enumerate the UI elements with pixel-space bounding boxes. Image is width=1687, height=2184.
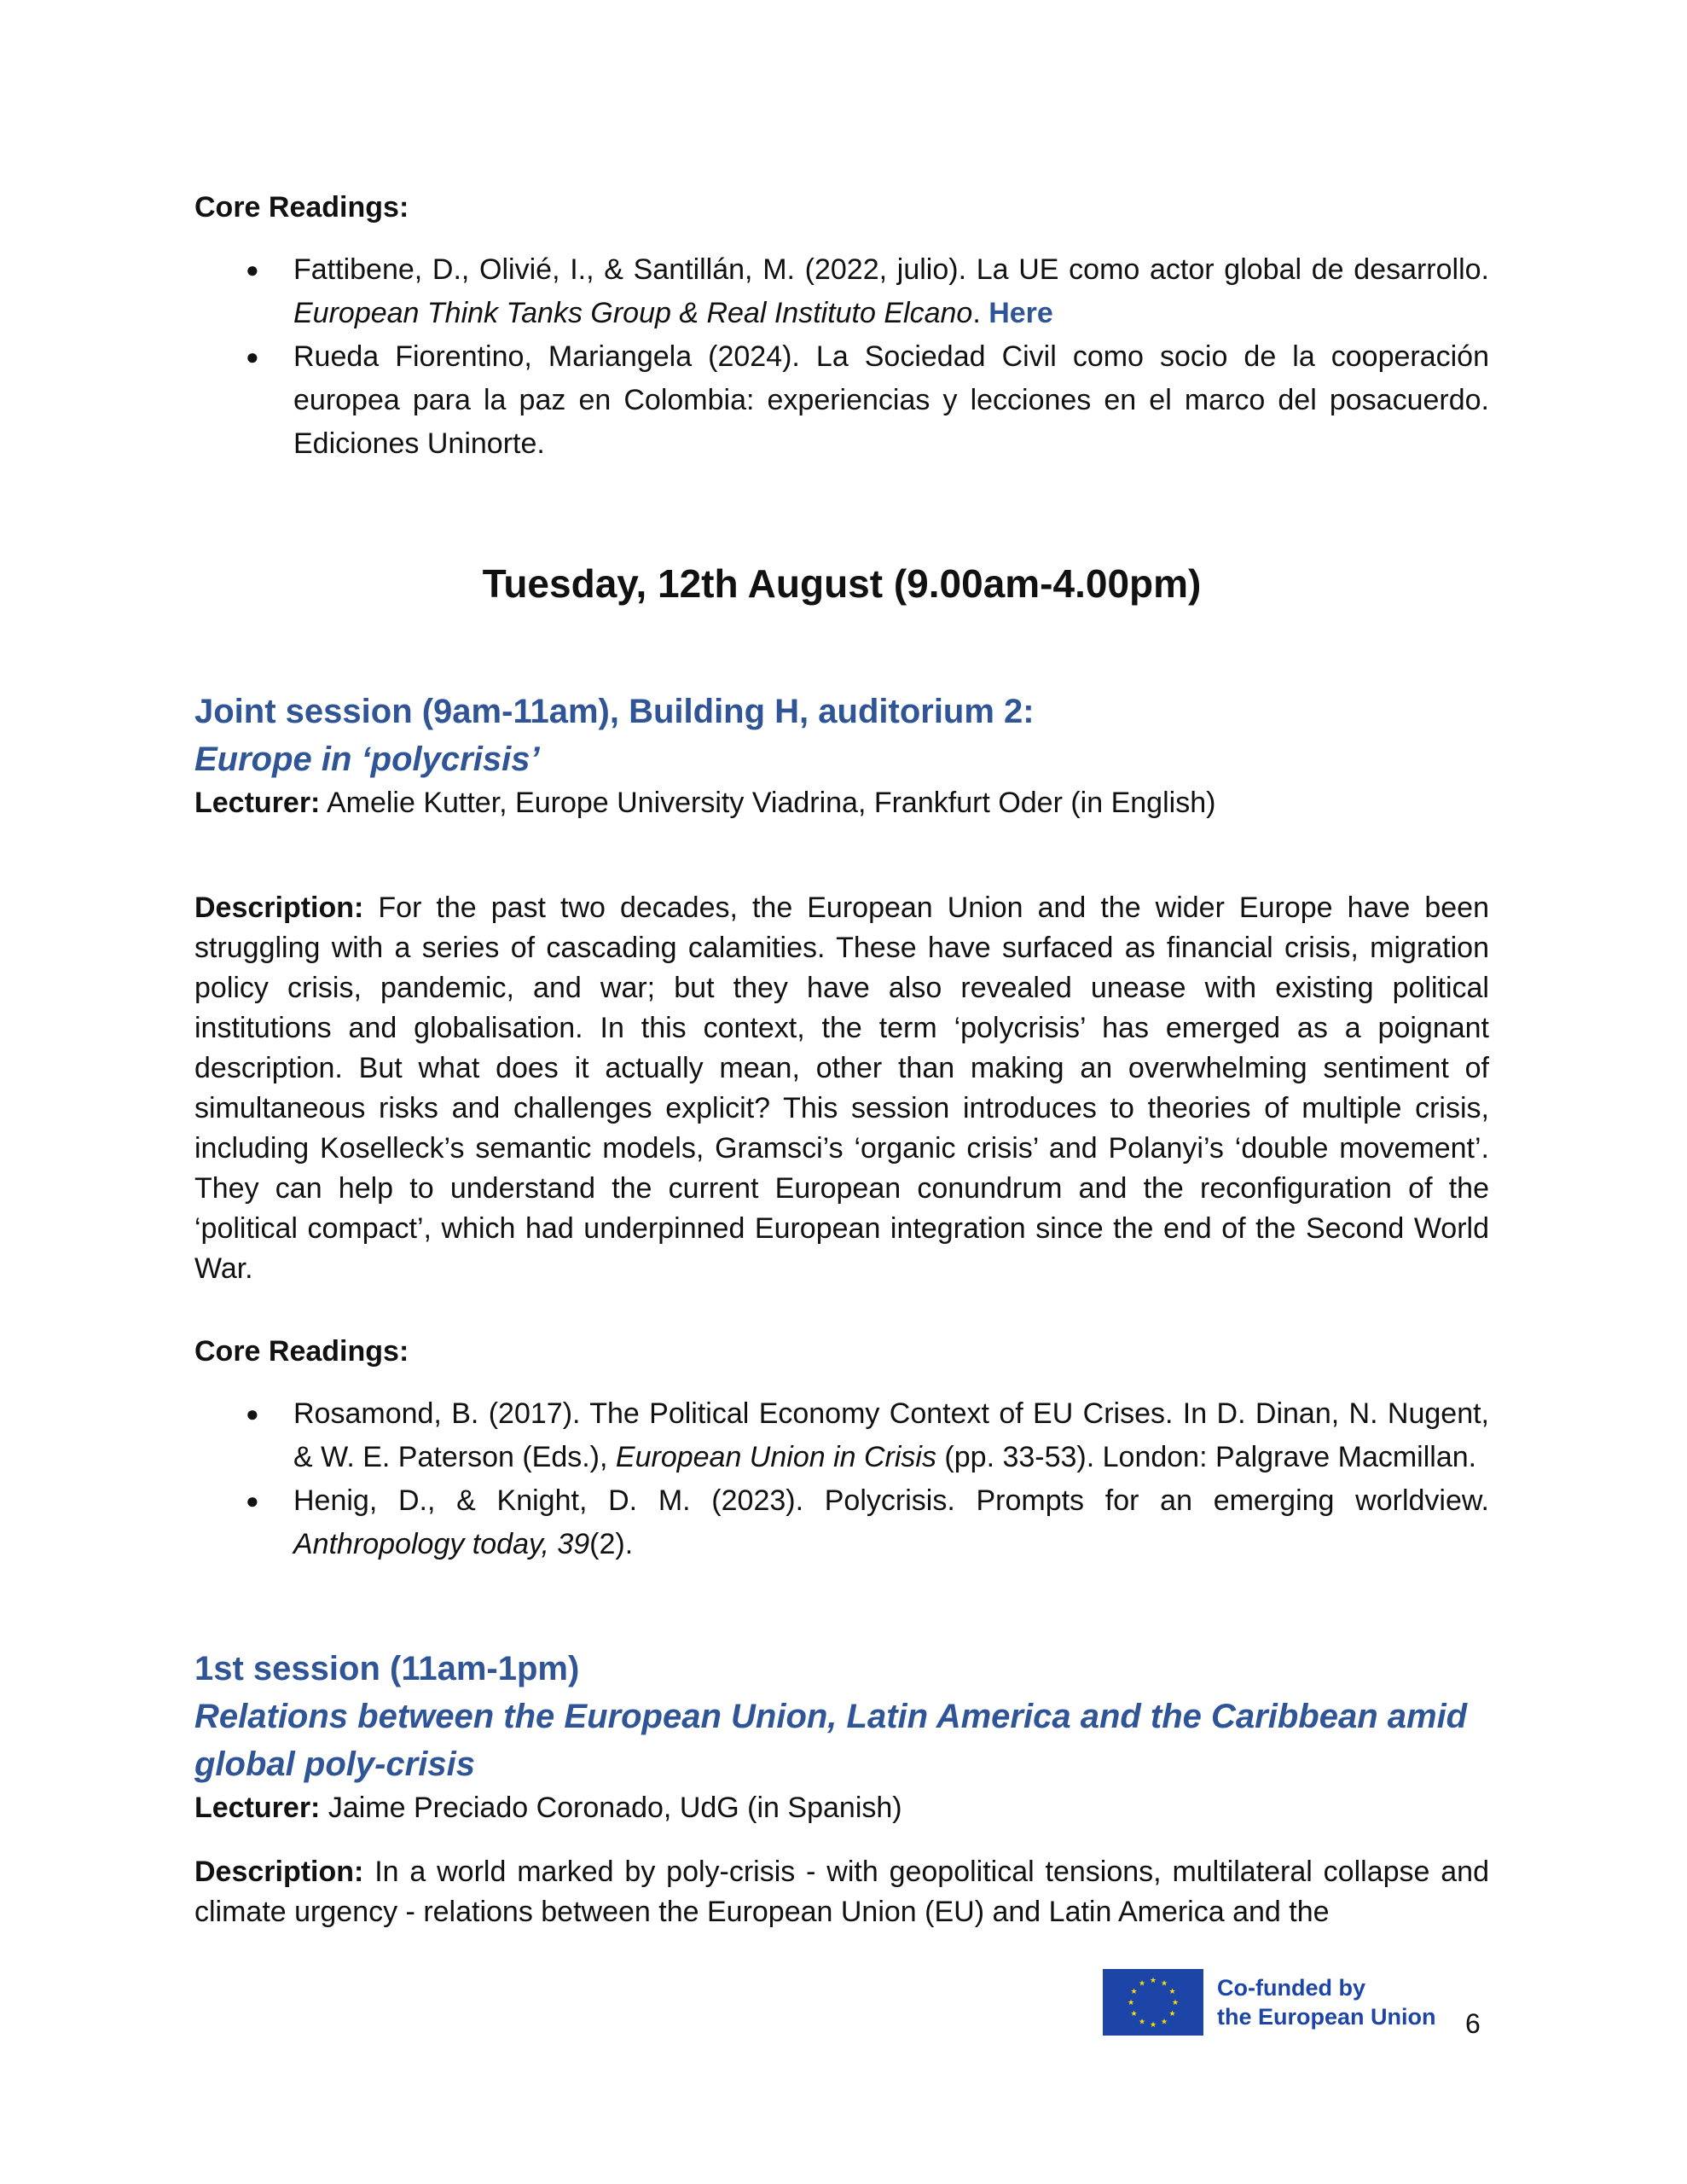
joint-session-description: Description: For the past two decades, the European Union and the wider Europe have been struggling with a series of cascading calamities. These have surfaced as financial crisis, migration policy crisis, pandemic, and war; but they have also revealed unease with existing political institutions and globalisation. In this context, the term ‘polycrisis’ has emerged as a poignant description. But what does it actually mean, other than making an overwhelming sentiment of simultaneous risks and challenges explicit? This session introduces to theories of multiple crisis, including Koselleck’s semantic models, Gramsci’s ‘organic crisis’ and Polanyi’s ‘double movement’. They can help to understand the current European conundrum and the reconfiguration of the ‘political compact’, which had underpinned European integration since the end of the Second World War.	[194, 892, 1489, 1285]
core-readings-heading: Core Readings:	[194, 191, 409, 224]
joint-session-title: Joint session (9am-11am), Building H, auditorium 2:	[194, 693, 1035, 730]
joint-session-subtitle: Europe in ‘polycrisis’	[194, 741, 540, 778]
list-item: ● Fattibene, D., Olivié, I., & Santillán, M. (2022, julio). La UE como actor global de desarrollo. European Think Tanks Group & Real Instituto Elcano. Here	[194, 248, 1489, 335]
core-readings-heading: Core Readings:	[194, 1335, 409, 1368]
star-icon: ★	[1130, 2009, 1138, 2018]
first-session-title: 1st session (11am-1pm)	[194, 1650, 580, 1687]
day-title: Tuesday, 12th August (9.00am-4.00pm)	[482, 561, 1202, 606]
star-icon: ★	[1127, 1998, 1135, 2007]
bullet-icon: ●	[246, 344, 259, 369]
list-item: ● Henig, D., & Knight, D. M. (2023). Polycrisis. Prompts for an emerging worldview. Anthropology today, 39(2).	[194, 1479, 1489, 1566]
page-number: 6	[1465, 2008, 1481, 2039]
bullet-icon: ●	[246, 257, 259, 282]
first-session-subtitle: Relations between the European Union, Latin America and the Caribbean amid global poly-crisis	[194, 1698, 1468, 1783]
cofunded-text: Co-funded by the European Union	[1217, 1975, 1436, 2030]
star-icon: ★	[1168, 1987, 1176, 1995]
page-content	[194, 188, 1489, 1932]
core-readings-list	[194, 1392, 1489, 1566]
first-session-lecturer: Lecturer: Jaime Preciado Coronado, UdG (in Spanish)	[194, 1792, 902, 1824]
here-link[interactable]: Here	[988, 297, 1053, 329]
star-icon: ★	[1130, 1987, 1138, 1995]
bullet-icon: ●	[246, 1488, 259, 1513]
star-icon: ★	[1138, 2017, 1146, 2026]
star-icon: ★	[1171, 1998, 1180, 2007]
star-icon: ★	[1160, 2017, 1168, 2026]
joint-session-lecturer: Lecturer: Amelie Kutter, Europe University Viadrina, Frankfurt Oder (in English)	[194, 787, 1216, 819]
star-icon: ★	[1149, 1976, 1157, 1984]
first-session-description: Description: In a world marked by poly-crisis - with geopolitical tensions, multilateral collapse and climate urgency - relations between the European Union (EU) and Latin America and the	[194, 1856, 1489, 1928]
list-item: ● Rueda Fiorentino, Mariangela (2024). La Sociedad Civil como socio de la cooperación europea para la paz en Colombia: experiencias y lecciones en el marco del posacuerdo. Ediciones Uninorte.	[194, 335, 1489, 466]
star-icon: ★	[1160, 1978, 1168, 1988]
core-readings-list	[194, 248, 1489, 466]
list-item: ● Rosamond, B. (2017). The Political Economy Context of EU Crises. In D. Dinan, N. Nugent, & W. E. Paterson (Eds.), European Union in Crisis (pp. 33-53). London: Palgrave Macmillan.	[194, 1392, 1489, 1479]
star-icon: ★	[1138, 1978, 1146, 1988]
star-icon: ★	[1149, 2020, 1157, 2029]
eu-flag-icon	[1103, 1969, 1203, 2036]
star-icon: ★	[1168, 2009, 1176, 2018]
eu-cofunded-logo	[1103, 1969, 1436, 2036]
bullet-icon: ●	[246, 1401, 259, 1426]
